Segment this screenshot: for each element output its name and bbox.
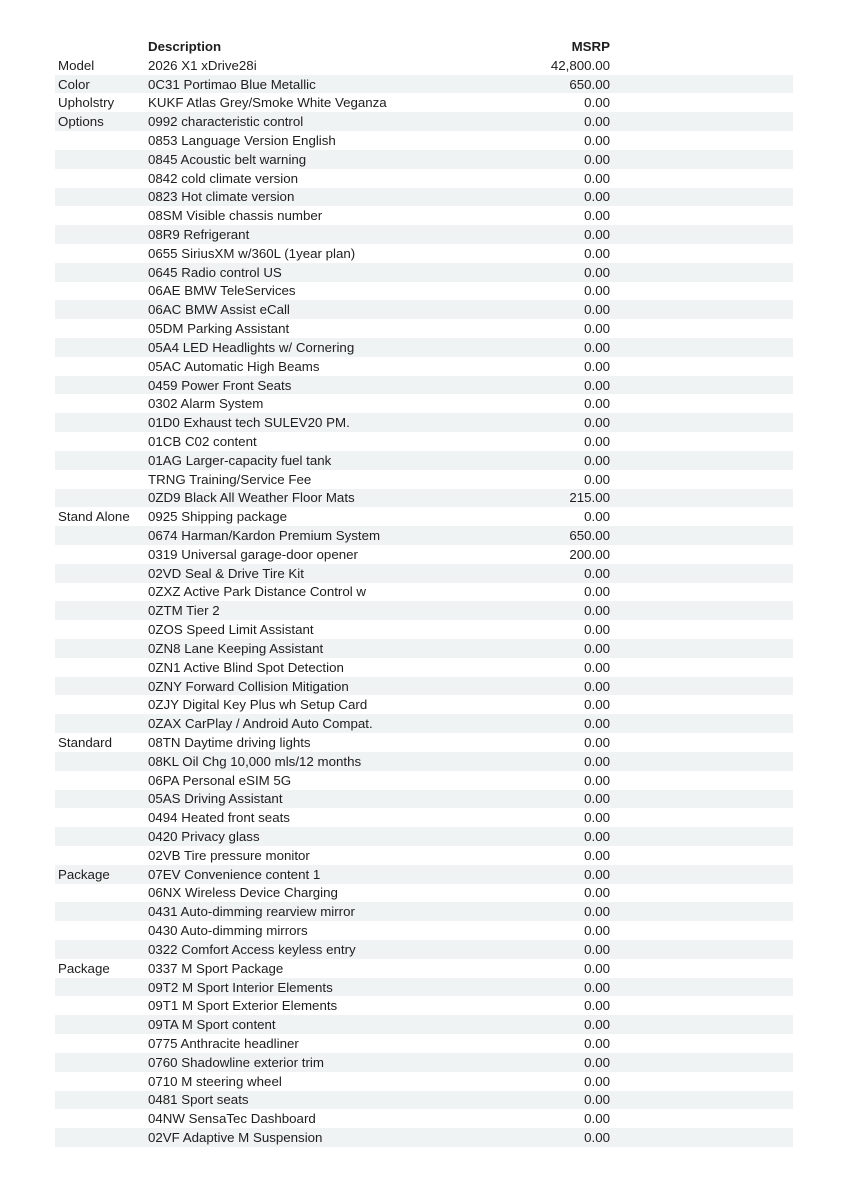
description-cell: 0710 M steering wheel [148,1073,282,1089]
description-cell: 0302 Alarm System [148,396,264,412]
table-row [55,376,793,395]
description-cell: 06PA Personal eSIM 5G [148,772,292,788]
table-row [55,583,793,602]
description-cell: 06NX Wireless Device Charging [148,885,338,901]
msrp-cell: 0.00 [584,415,610,431]
description-cell: 06AE BMW TeleServices [148,283,296,299]
description-cell: 0459 Power Front Seats [148,377,292,393]
category-cell: Model [58,57,95,73]
table-row [55,470,793,489]
msrp-cell: 0.00 [584,565,610,581]
table-row [55,714,793,733]
msrp-cell: 0.00 [584,396,610,412]
description-cell: 0C31 Portimao Blue Metallic [148,76,316,92]
description-cell: 0ZN8 Lane Keeping Assistant [148,640,324,656]
table-row [55,959,793,978]
description-cell: 01CB C02 content [148,433,257,449]
description-cell: 0420 Privacy glass [148,829,260,845]
description-cell: 0ZAX CarPlay / Android Auto Compat. [148,716,373,732]
table-row [55,790,793,809]
description-cell: 09T2 M Sport Interior Elements [148,979,333,995]
description-cell: 05DM Parking Assistant [148,321,290,337]
msrp-cell: 0.00 [584,227,610,243]
table-row [55,112,793,131]
table-row [55,808,793,827]
msrp-cell: 0.00 [584,471,610,487]
header-msrp-cell: MSRP [571,38,610,54]
description-cell: 04NW SensaTec Dashboard [148,1111,316,1127]
table-row [55,169,793,188]
description-cell: TRNG Training/Service Fee [148,471,312,487]
table-row [55,639,793,658]
msrp-cell: 0.00 [584,753,610,769]
msrp-cell: 0.00 [584,114,610,130]
msrp-cell: 0.00 [584,640,610,656]
description-cell: 0ZJY Digital Key Plus wh Setup Card [148,697,368,713]
description-cell: 0ZOS Speed Limit Assistant [148,622,314,638]
msrp-cell: 0.00 [584,659,610,675]
msrp-cell: 0.00 [584,941,610,957]
category-cell: Upholstry [58,95,115,111]
category-cell: Standard [58,734,112,750]
description-cell: 05AS Driving Assistant [148,791,283,807]
msrp-cell: 0.00 [584,321,610,337]
table-row [55,357,793,376]
msrp-cell: 0.00 [584,245,610,261]
description-cell: 0431 Auto-dimming rearview mirror [148,904,355,920]
msrp-cell: 0.00 [584,923,610,939]
table-row [55,56,793,75]
table-row [55,206,793,225]
table-row [55,940,793,959]
description-cell: 0ZTM Tier 2 [148,603,220,619]
msrp-cell: 0.00 [584,283,610,299]
description-cell: 02VF Adaptive M Suspension [148,1130,323,1146]
description-cell: 0823 Hot climate version [148,189,295,205]
order-table [55,37,793,1147]
table-row [55,771,793,790]
description-cell: KUKF Atlas Grey/Smoke White Veganza [148,95,387,111]
description-cell: 0ZNY Forward Collision Mitigation [148,678,349,694]
table-row [55,733,793,752]
msrp-cell: 0.00 [584,678,610,694]
msrp-cell: 0.00 [584,904,610,920]
category-cell: Options [58,114,104,130]
description-cell: 08KL Oil Chg 10,000 mls/12 months [148,753,362,769]
table-row [55,1128,793,1147]
table-row [55,677,793,696]
table-row [55,526,793,545]
msrp-cell: 0.00 [584,716,610,732]
table-row [55,996,793,1015]
msrp-cell: 0.00 [584,302,610,318]
description-cell: 0775 Anthracite headliner [148,1035,299,1051]
description-cell: 0760 Shadowline exterior trim [148,1054,324,1070]
description-cell: 0ZD9 Black All Weather Floor Mats [148,490,355,506]
description-cell: 05A4 LED Headlights w/ Cornering [148,339,355,355]
msrp-cell: 0.00 [584,1035,610,1051]
msrp-cell: 0.00 [584,339,610,355]
description-cell: 0430 Auto-dimming mirrors [148,923,308,939]
header-description-cell: Description [148,38,222,54]
table-row [55,432,793,451]
msrp-cell: 0.00 [584,791,610,807]
msrp-cell: 0.00 [584,509,610,525]
description-cell: 0ZN1 Active Blind Spot Detection [148,659,344,675]
msrp-cell: 0.00 [584,810,610,826]
msrp-cell: 0.00 [584,358,610,374]
description-cell: 01AG Larger-capacity fuel tank [148,452,332,468]
table-row [55,507,793,526]
msrp-cell: 0.00 [584,433,610,449]
msrp-cell: 215.00 [569,490,610,506]
msrp-cell: 0.00 [584,866,610,882]
category-cell: Package [58,866,110,882]
description-cell: 02VB Tire pressure monitor [148,847,310,863]
table-row [55,451,793,470]
table-row [55,564,793,583]
description-cell: 2026 X1 xDrive28i [148,57,257,73]
description-cell: 0845 Acoustic belt warning [148,151,307,167]
table-row [55,827,793,846]
msrp-cell: 0.00 [584,979,610,995]
table-row [55,244,793,263]
table-row [55,131,793,150]
msrp-cell: 0.00 [584,622,610,638]
description-cell: 0481 Sport seats [148,1092,249,1108]
msrp-cell: 0.00 [584,1073,610,1089]
category-cell: Stand Alone [58,509,130,525]
description-cell: 01D0 Exhaust tech SULEV20 PM. [148,415,350,431]
msrp-cell: 0.00 [584,584,610,600]
table-row [55,978,793,997]
description-cell: 06AC BMW Assist eCall [148,302,290,318]
msrp-cell: 0.00 [584,697,610,713]
table-row [55,93,793,112]
table-row [55,921,793,940]
msrp-cell: 0.00 [584,1017,610,1033]
table-row [55,225,793,244]
description-cell: 07EV Convenience content 1 [148,866,321,882]
table-row [55,394,793,413]
msrp-cell: 0.00 [584,1092,610,1108]
description-cell: 05AC Automatic High Beams [148,358,320,374]
table-row [55,1053,793,1072]
table-row [55,413,793,432]
table-row [55,865,793,884]
description-cell: 09T1 M Sport Exterior Elements [148,998,338,1014]
msrp-cell: 0.00 [584,264,610,280]
table-header-row [55,37,793,56]
table-row [55,1109,793,1128]
description-cell: 0842 cold climate version [148,170,299,186]
msrp-cell: 0.00 [584,998,610,1014]
description-cell: 0337 M Sport Package [148,960,284,976]
description-cell: 02VD Seal & Drive Tire Kit [148,565,304,581]
description-cell: 08TN Daytime driving lights [148,734,311,750]
table-row [55,75,793,94]
msrp-cell: 0.00 [584,132,610,148]
description-cell: 0645 Radio control US [148,264,282,280]
table-row [55,902,793,921]
msrp-cell: 200.00 [569,546,610,562]
msrp-cell: 0.00 [584,151,610,167]
description-cell: 0319 Universal garage-door opener [148,546,358,562]
order-table-body [55,56,793,1147]
msrp-cell: 0.00 [584,847,610,863]
table-row [55,884,793,903]
table-row [55,319,793,338]
description-cell: 0674 Harman/Kardon Premium System [148,528,381,544]
table-row [55,1072,793,1091]
table-row [55,1091,793,1110]
table-row [55,263,793,282]
msrp-cell: 0.00 [584,208,610,224]
description-cell: 08R9 Refrigerant [148,227,250,243]
msrp-cell: 0.00 [584,829,610,845]
msrp-cell: 0.00 [584,960,610,976]
msrp-cell: 0.00 [584,170,610,186]
table-row [55,1015,793,1034]
table-row [55,150,793,169]
description-cell: 0494 Heated front seats [148,810,290,826]
description-cell: 0925 Shipping package [148,509,287,525]
msrp-cell: 0.00 [584,1111,610,1127]
msrp-cell: 0.00 [584,772,610,788]
msrp-cell: 0.00 [584,189,610,205]
msrp-cell: 0.00 [584,1054,610,1070]
description-cell: 0853 Language Version English [148,132,336,148]
description-cell: 0322 Comfort Access keyless entry [148,941,356,957]
table-row [55,282,793,301]
table-row [55,658,793,677]
table-row [55,545,793,564]
description-cell: 0ZXZ Active Park Distance Control w [148,584,366,600]
msrp-cell: 0.00 [584,1130,610,1146]
table-row [55,1034,793,1053]
description-cell: 0655 SiriusXM w/360L (1year plan) [148,245,356,261]
description-cell: 08SM Visible chassis number [148,208,323,224]
table-row [55,338,793,357]
msrp-cell: 650.00 [569,76,610,92]
msrp-cell: 0.00 [584,95,610,111]
description-cell: 09TA M Sport content [148,1017,276,1033]
category-cell: Package [58,960,110,976]
category-cell: Color [58,76,90,92]
table-row [55,695,793,714]
msrp-cell: 42,800.00 [550,57,610,73]
msrp-cell: 650.00 [569,528,610,544]
table-row [55,620,793,639]
table-row [55,188,793,207]
msrp-cell: 0.00 [584,734,610,750]
table-row [55,752,793,771]
msrp-cell: 0.00 [584,452,610,468]
msrp-cell: 0.00 [584,603,610,619]
msrp-cell: 0.00 [584,885,610,901]
msrp-cell: 0.00 [584,377,610,393]
table-row [55,846,793,865]
description-cell: 0992 characteristic control [148,114,304,130]
table-row [55,300,793,319]
table-row [55,601,793,620]
table-row [55,489,793,508]
